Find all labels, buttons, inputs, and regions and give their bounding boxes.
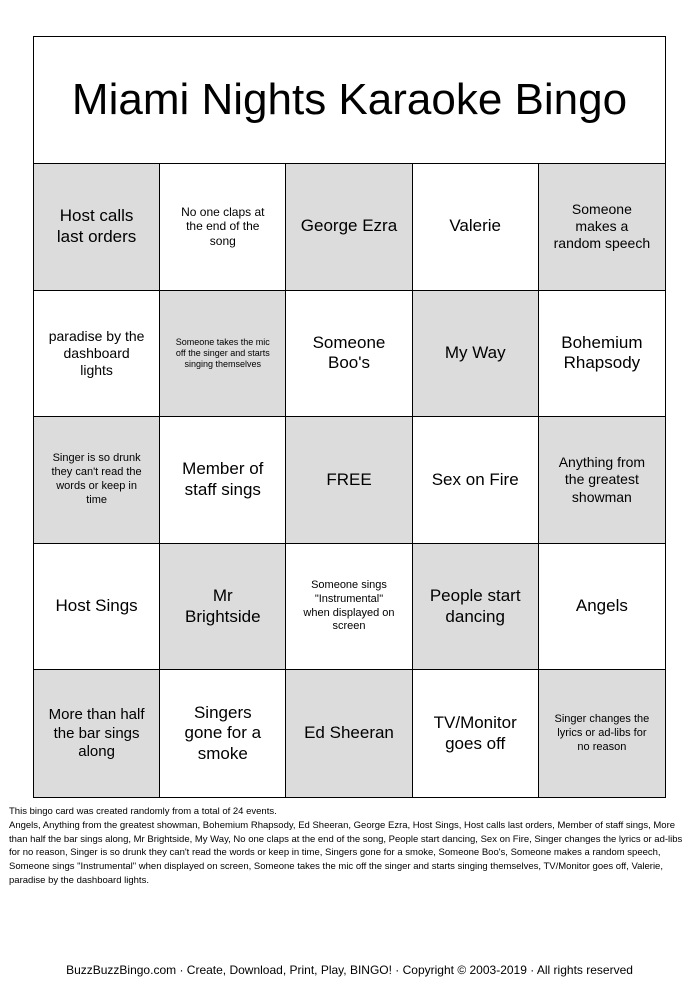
- bingo-cell: People start dancing: [413, 544, 539, 671]
- bingo-cell: Valerie: [413, 164, 539, 291]
- bingo-cell: Someone Boo's: [286, 291, 412, 418]
- card-info: [9, 805, 689, 888]
- bingo-cell: More than half the bar sings along: [34, 670, 160, 797]
- bingo-cell: Bohemium Rhapsody: [539, 291, 665, 418]
- bingo-cell: My Way: [413, 291, 539, 418]
- bingo-cell: Someone takes the mic off the singer and starts singing themselves: [160, 291, 286, 418]
- bingo-card: [33, 36, 666, 798]
- bingo-cell: Singer is so drunk they can't read the words or keep in time: [34, 417, 160, 544]
- bingo-cell: paradise by the dashboard lights: [34, 291, 160, 418]
- site-footer: BuzzBuzzBingo.com · Create, Download, Print, Play, BINGO! · Copyright © 2003-2019 · All rights reserved: [66, 963, 633, 977]
- bingo-cell: Someone sings "Instrumental" when displayed on screen: [286, 544, 412, 671]
- bingo-cell: Someone makes a random speech: [539, 164, 665, 291]
- bingo-cell: TV/Monitor goes off: [413, 670, 539, 797]
- bingo-cell: Member of staff sings: [160, 417, 286, 544]
- card-info-event-list: Angels, Anything from the greatest showman, Bohemium Rhapsody, Ed Sheeran, George Ezra, Host Sings, Host calls last orders, Member of staff sings, More than half the bar sings along, Mr Brightside, My Way, No one claps at the end of the song, People start dancing, Sex on Fire, Singer changes the lyrics or ad-libs for no reason, Singer is so drunk they can't read the words or keep in time, Singers gone for a smoke, Someone Boo's, Someone makes a random speech, Someone sings "Instrumental" when displayed on screen, Someone takes the mic off the singer and starts singing themselves, TV/Monitor goes off, Valerie, paradise by the dashboard lights.: [9, 819, 683, 886]
- bingo-grid: [34, 164, 665, 797]
- free-cell: FREE: [286, 417, 412, 544]
- bingo-cell: Host calls last orders: [34, 164, 160, 291]
- bingo-cell: Angels: [539, 544, 665, 671]
- bingo-cell: No one claps at the end of the song: [160, 164, 286, 291]
- card-info-summary: This bingo card was created randomly from a total of 24 events.: [9, 806, 277, 817]
- bingo-cell: Anything from the greatest showman: [539, 417, 665, 544]
- bingo-cell: Singer changes the lyrics or ad-libs for no reason: [539, 670, 665, 797]
- bingo-cell: Mr Brightside: [160, 544, 286, 671]
- bingo-cell: George Ezra: [286, 164, 412, 291]
- bingo-cell: Singers gone for a smoke: [160, 670, 286, 797]
- card-title: Miami Nights Karaoke Bingo: [34, 37, 665, 164]
- bingo-cell: Ed Sheeran: [286, 670, 412, 797]
- bingo-cell: Host Sings: [34, 544, 160, 671]
- bingo-cell: Sex on Fire: [413, 417, 539, 544]
